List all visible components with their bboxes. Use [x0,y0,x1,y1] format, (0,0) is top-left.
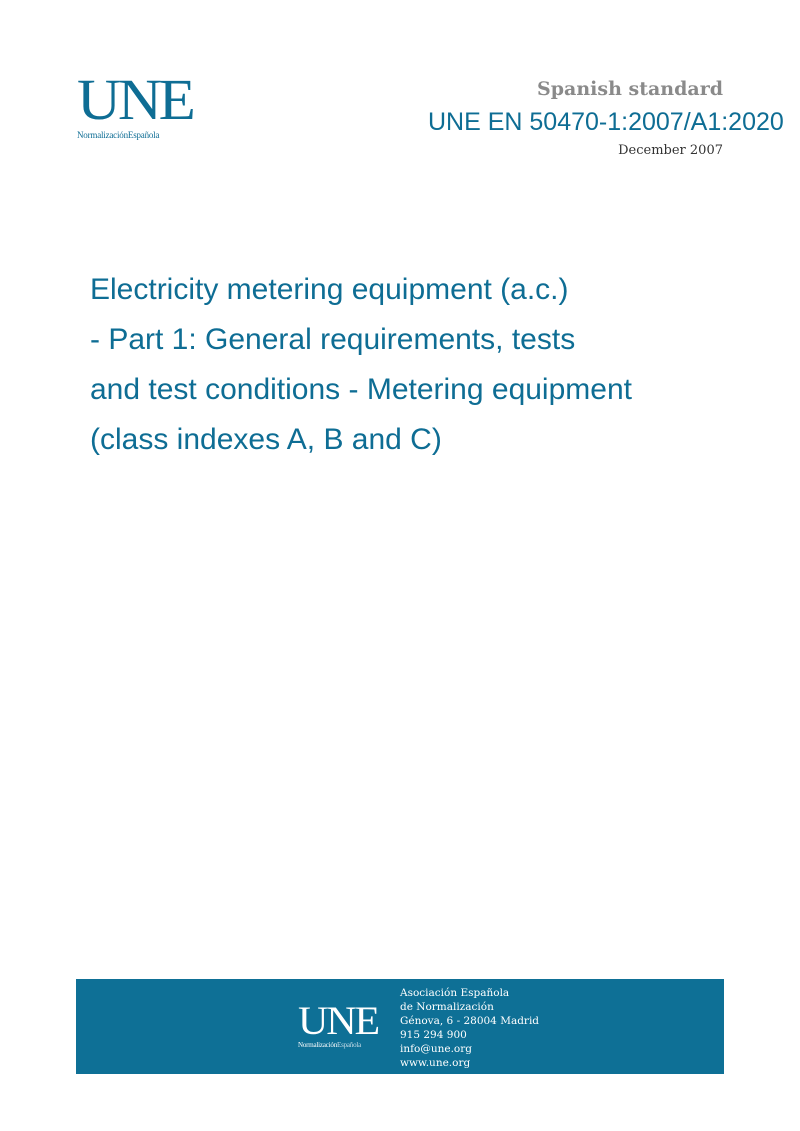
footer-logo [298,998,379,1049]
footer-org-name-line1: Asociación Española [400,987,510,999]
standard-date: December 2007 [618,143,723,158]
footer-logo-mark: UNE [298,998,379,1043]
footer-contact-info [400,986,539,1070]
footer-banner [76,979,724,1074]
footer-email: info@une.org [400,1043,472,1055]
title-line: (class indexes A, B and C) [90,423,442,456]
standard-kind: Spanish standard [537,78,723,100]
footer-org-name-line2: de Normalización [400,1001,494,1013]
title-line: Electricity metering equipment (a.c.) [90,273,569,306]
footer-phone: 915 294 900 [400,1029,467,1041]
title-line: - Part 1: General requirements, tests [90,323,576,356]
standard-code: UNE EN 50470-1:2007/A1:2020 [428,108,784,136]
logo-mark: UNE [77,67,193,132]
footer-logo-subtitle-part1: Normalización [298,1041,337,1049]
logo-subtitle-part2: Española [127,130,160,140]
footer-address: Génova, 6 - 28004 Madrid [400,1015,540,1027]
logo-subtitle-part1: Normalización [77,130,128,140]
footer-website: www.une.org [400,1057,471,1069]
une-logo [77,67,197,140]
document-title [90,265,730,465]
footer-logo-subtitle-part2: Española [337,1041,362,1049]
title-line: and test conditions - Metering equipment [90,373,632,406]
